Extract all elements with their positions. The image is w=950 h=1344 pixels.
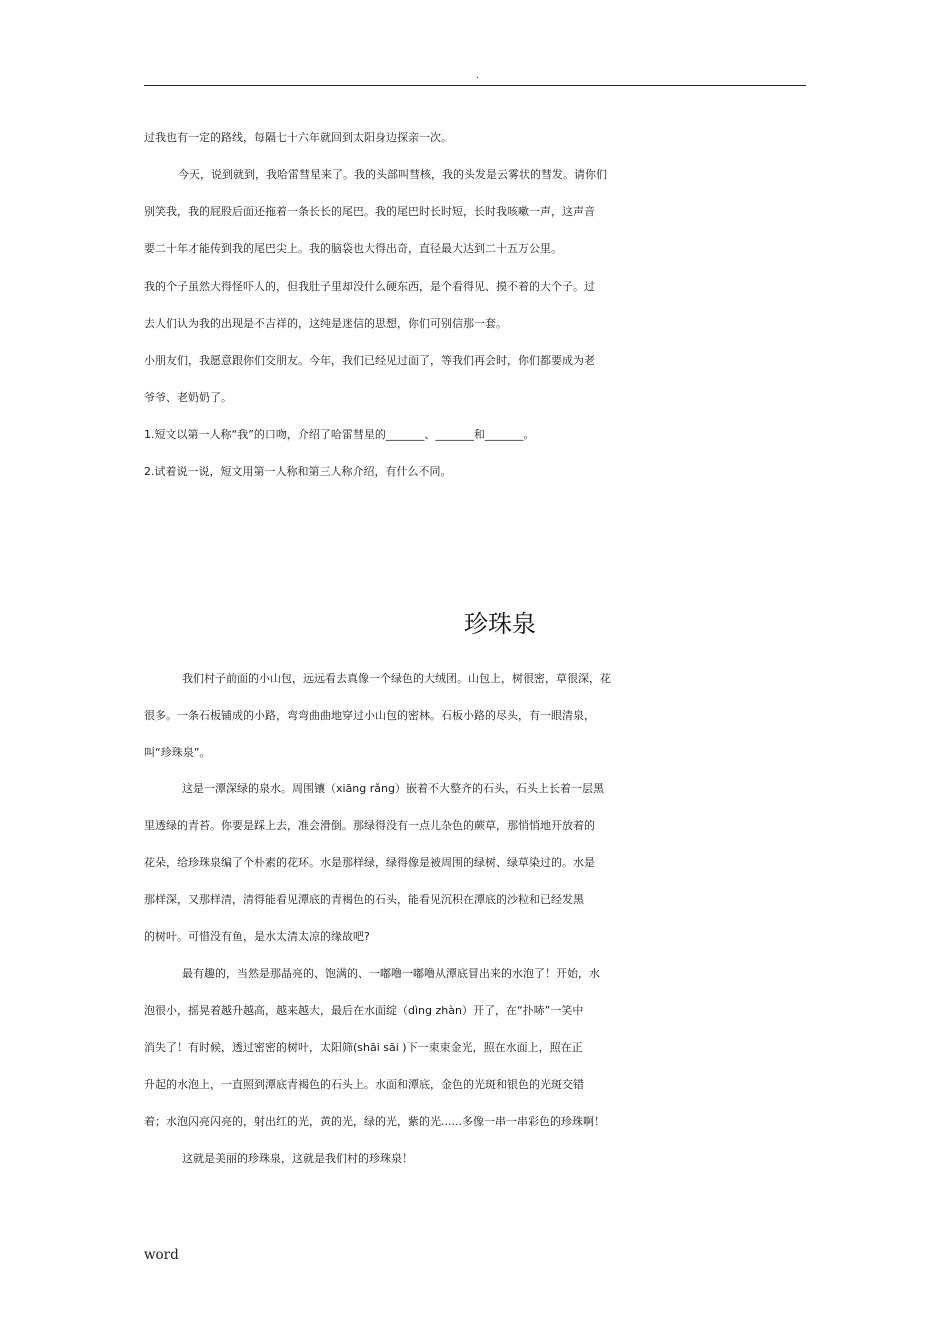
text-line: 去人们认为我的出现是不吉祥的，这纯是迷信的思想，你们可别信那一套。 — [144, 317, 507, 330]
article-title: 珍珠泉 — [464, 610, 536, 638]
text-line: 消失了！有时候，透过密密的树叶，太阳筛(shāi sāi )下一束束金光，照在水面上，照在正 — [144, 1041, 583, 1054]
text-line: 最有趣的，当然是那晶亮的、饱满的、一嘟噜一嘟噜从潭底冒出来的水泡了！开始，水 — [182, 967, 600, 980]
text-line: 里透绿的青苔。你要是踩上去，准会滑倒。那绿得没有一点儿杂色的蕨草，那悄悄地开放着的 — [144, 819, 595, 832]
text-line: 小朋友们，我愿意跟你们交朋友。今年，我们已经见过面了，等我们再会时，你们都要成为老 — [144, 354, 595, 367]
text-line: 的树叶。可惜没有鱼，是水太清太凉的缘故吧? — [144, 930, 370, 943]
text-line: 叫“珍珠泉”。 — [144, 746, 211, 759]
text-line: 今天，说到就到，我哈雷彗星来了。我的头部叫彗核，我的头发是云雾状的彗发。请你们 — [178, 168, 607, 181]
text-line: 泡很小，摇晃着越升越高，越来越大，最后在水面绽（dìng zhàn）开了，在“扑哧”一笑中 — [144, 1004, 584, 1017]
text-line: 这是一潭深绿的泉水。周围镶（xiāng rǎng）嵌着不大整齐的石头，石头上长着一层黑 — [182, 782, 604, 795]
text-line: 我的个子虽然大得怪吓人的，但我肚子里却没什么硬东西，是个看得见、摸不着的大个子。过 — [144, 280, 595, 293]
text-line: 要二十年才能传到我的尾巴尖上。我的脑袋也大得出奇，直径最大达到二十五万公里。 — [144, 242, 562, 255]
question-2: 2.试着说一说，短文用第一人称和第三人称介绍，有什么不同。 — [144, 465, 452, 478]
text-line: 这就是美丽的珍珠泉，这就是我们村的珍珠泉！ — [182, 1152, 413, 1165]
text-line: 过我也有一定的路线，每隔七十六年就回到太阳身边探亲一次。 — [144, 131, 452, 144]
text-line: 我们村子前面的小山包，远远看去真像一个绿色的大绒团。山包上，树很密，草很深，花 — [182, 672, 611, 685]
text-line: 别笑我，我的屁股后面还拖着一条长长的尾巴。我的尾巴时长时短，长时我咳嗽一声，这声音 — [144, 205, 595, 218]
header-rule — [144, 85, 806, 86]
header-dot: . — [476, 70, 480, 81]
text-line: 着；水泡闪亮闪亮的，射出红的光，黄的光，绿的光，紫的光......多像一串一串彩色的珍珠啊！ — [144, 1115, 605, 1128]
text-line: 爷爷、老奶奶了。 — [144, 391, 232, 404]
text-line: 花朵，给珍珠泉编了个朴素的花环。水是那样绿，绿得像是被周围的绿树、绿草染过的。水是 — [144, 856, 595, 869]
question-1: 1.短文以第一人称“我”的口吻，介绍了哈雷彗星的_______、_______和_______。 — [144, 428, 535, 441]
text-line: 升起的水泡上，一直照到潭底青褐色的石头上。水面和潭底，金色的光斑和银色的光斑交错 — [144, 1078, 584, 1091]
text-line: 很多。一条石板铺成的小路，弯弯曲曲地穿过小山包的密林。石板小路的尽头，有一眼清泉， — [144, 709, 595, 722]
text-line: 那样深，又那样清，清得能看见潭底的青褐色的石头，能看见沉积在潭底的沙粒和已经发黑 — [144, 893, 584, 906]
footer-text: word — [144, 1247, 179, 1263]
